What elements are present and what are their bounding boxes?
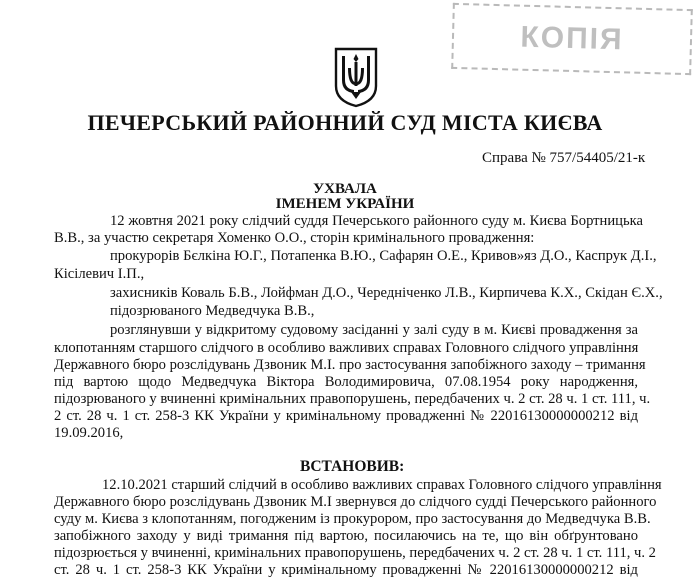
text-line: 19.09.2016, [54, 425, 124, 441]
trident-coat-of-arms-icon [333, 46, 379, 108]
text-line: запобіжного заходу у виді тримання під вартою, посилаючись на те, що він обґрунтовано [54, 528, 638, 544]
text-line: розглянувши у відкритому судовому засіданні у залі суду в м. Києві провадження за [110, 322, 638, 338]
text-line: підозрюється у вчиненні, кримінальних правопорушень, передбачених ч. 2 ст. 28 ч. 1 ст. 111, ч. 2 [54, 545, 656, 561]
ruling-title: УХВАЛА [313, 181, 377, 197]
case-number: Справа № 757/54405/21-к [482, 150, 646, 166]
text-line: 12.10.2021 старший слідчий в особливо важливих справах Головного слідчого управління [102, 477, 662, 493]
text-line: підозрюваного у вчиненні кримінальних правопорушень, передбачених ч. 2 ст. 28 ч. 1 ст. 111, ч. [54, 391, 651, 407]
text-line: захисників Коваль Б.В., Лойфман Д.О., Чередніченко Л.В., Кирпичева К.Х., Скідан Є.Х., [110, 285, 663, 301]
text-line: клопотанням старшого слідчого в особливо важливих справах Головного слідчого управління [54, 340, 639, 356]
text-line: суду м. Києва з клопотанням, погодженим із прокурором, про застосування до Медведчука В.В. [54, 511, 651, 527]
in-name-of-ukraine: ІМЕНЕМ УКРАЇНИ [275, 196, 415, 212]
court-name: ПЕЧЕРСЬКИЙ РАЙОННИЙ СУД МІСТА КИЄВА [87, 110, 603, 135]
text-line: Кісілевич І.П., [54, 266, 145, 282]
copy-stamp [451, 3, 693, 75]
text-line: підозрюваного Медведчука В.В., [110, 303, 315, 319]
section-heading: ВСТАНОВИВ: [300, 458, 405, 475]
text-line: прокурорів Бєлкіна Ю.Г., Потапенка В.Ю., Сафарян О.Е., Кривов»яз Д.О., Каспрук Д.І., [110, 248, 657, 264]
text-line: під вартою щодо Медведчука Віктора Володимировича, 07.08.1954 року народження, [54, 374, 638, 390]
text-line: Державного бюро розслідувань Дзвоник М.І. про застосування запобіжного заходу – тримання [54, 357, 646, 373]
text-line: Державного бюро розслідувань Дзвоник М.І звернувся до слідчого судді Печерського районного [54, 494, 657, 510]
text-line: 12 жовтня 2021 року слідчий суддя Печерського районного суду м. Києва Бортницька [110, 213, 643, 229]
text-line: 2 ст. 28 ч. 1 ст. 258-3 КК України у кримінальному провадженні № 22016130000000212 від [54, 408, 638, 424]
copy-stamp-text: КОПІЯ [520, 20, 624, 57]
text-line: ст. 28 ч. 1 ст. 258-3 КК України у кримінальному провадженні № 22016130000000212 від [54, 562, 638, 578]
text-line: В.В., за участю секретаря Хоменко О.О., сторін кримінального провадження: [54, 230, 535, 246]
